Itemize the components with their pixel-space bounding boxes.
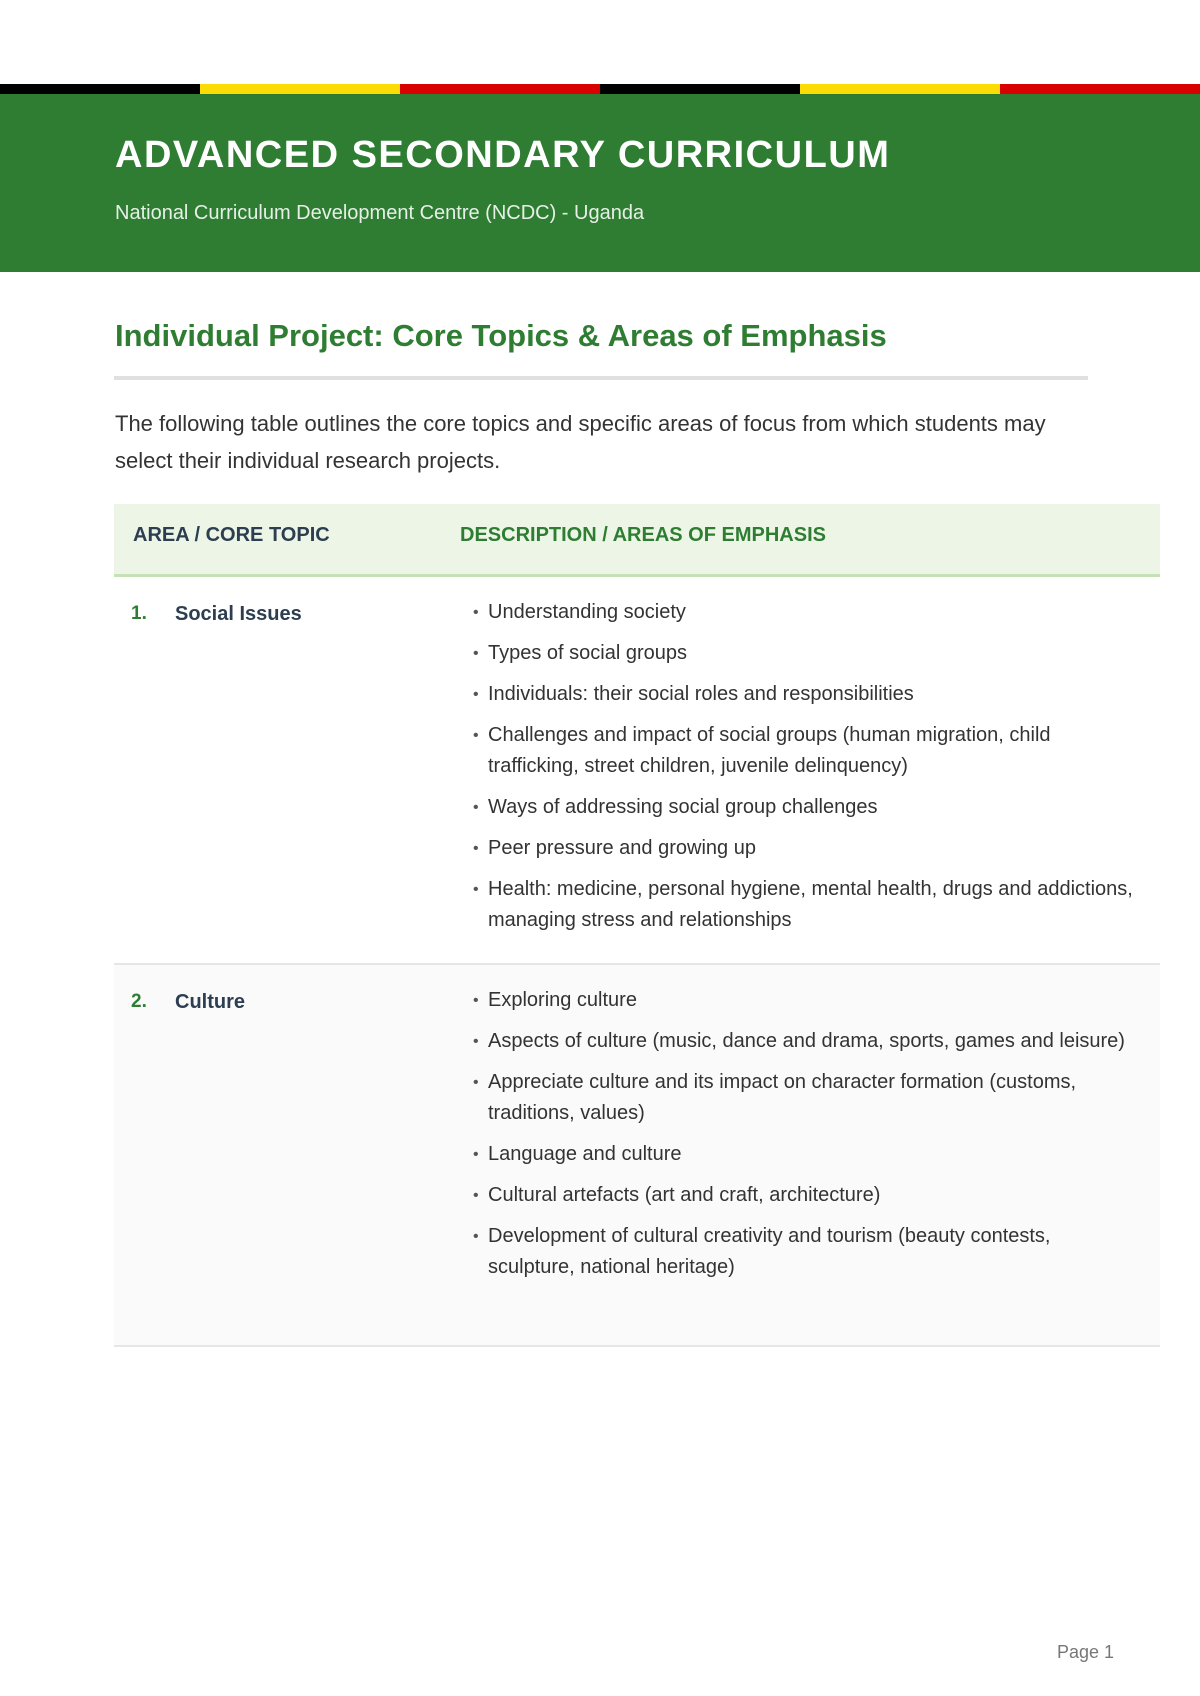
row-topic: Social Issues [175,603,302,625]
bullet-icon: • [473,1146,479,1163]
intro-paragraph: The following table outlines the core topics and specific areas of focus from which students may select their individual research projects. [115,411,1046,473]
list-item [473,874,1138,936]
heading-divider [114,376,1088,380]
bullet-icon: • [473,799,479,816]
bullet-icon: • [473,727,479,744]
list-item-text: Individuals: their social roles and responsibilities [488,683,914,705]
list-item [473,1221,1138,1283]
list-item [473,833,1138,864]
document-subtitle: National Curriculum Development Centre (NCDC) - Uganda [115,202,645,224]
list-item [473,1026,1138,1057]
row-number: 2. [131,991,147,1012]
bullet-icon: • [473,1187,479,1204]
document-title: ADVANCED SECONDARY CURRICULUM [115,134,891,176]
flag-stripe-segment-yellow [200,84,400,94]
topics-table [114,504,1160,1347]
list-item-text: Ways of addressing social group challenges [488,796,878,818]
list-item-text: Cultural artefacts (art and craft, architecture) [488,1184,881,1206]
emphasis-list [473,985,1138,1293]
flag-stripe [0,84,1200,94]
list-item [473,638,1138,669]
list-item-text: Development of cultural creativity and tourism (beauty contests, sculpture, national heritage) [488,1225,1051,1278]
bullet-icon: • [473,881,479,898]
list-item [473,792,1138,823]
list-item-text: Challenges and impact of social groups (human migration, child trafficking, street children, juvenile delinquency) [488,724,1051,777]
header-banner [0,94,1200,272]
list-item [473,1139,1138,1170]
flag-stripe-segment-black [0,84,200,94]
list-item [473,679,1138,710]
bullet-icon: • [473,645,479,662]
bullet-icon: • [473,1074,479,1091]
list-item [473,597,1138,628]
bullet-icon: • [473,604,479,621]
emphasis-list [473,597,1138,946]
list-item-text: Health: medicine, personal hygiene, mental health, drugs and addictions, managing stress and relationships [488,878,1133,931]
flag-stripe-segment-yellow [800,84,1000,94]
list-item-text: Understanding society [488,601,686,623]
bullet-icon: • [473,1033,479,1050]
column-header-description: DESCRIPTION / AREAS OF EMPHASIS [460,524,826,546]
row-topic: Culture [175,991,245,1013]
bullet-icon: • [473,1228,479,1245]
row-number: 1. [131,603,147,624]
flag-stripe-segment-red [400,84,600,94]
list-item-text: Language and culture [488,1143,682,1165]
table-row [114,965,1160,1347]
list-item-text: Aspects of culture (music, dance and drama, sports, games and leisure) [488,1030,1125,1052]
list-item [473,1067,1138,1129]
list-item-text: Appreciate culture and its impact on character formation (customs, traditions, values) [488,1071,1077,1124]
table-header-row [114,504,1160,577]
list-item [473,985,1138,1016]
table-row [114,577,1160,965]
bullet-icon: • [473,992,479,1009]
section-heading: Individual Project: Core Topics & Areas of Emphasis [115,318,887,353]
list-item [473,1180,1138,1211]
page-number: Page 1 [1057,1642,1115,1662]
column-header-area: AREA / CORE TOPIC [133,524,330,546]
list-item [473,720,1138,782]
flag-stripe-segment-black [600,84,800,94]
bullet-icon: • [473,686,479,703]
list-item-text: Exploring culture [488,989,637,1011]
flag-stripe-segment-red [1000,84,1200,94]
bullet-icon: • [473,840,479,857]
list-item-text: Types of social groups [488,642,687,664]
list-item-text: Peer pressure and growing up [488,837,756,859]
